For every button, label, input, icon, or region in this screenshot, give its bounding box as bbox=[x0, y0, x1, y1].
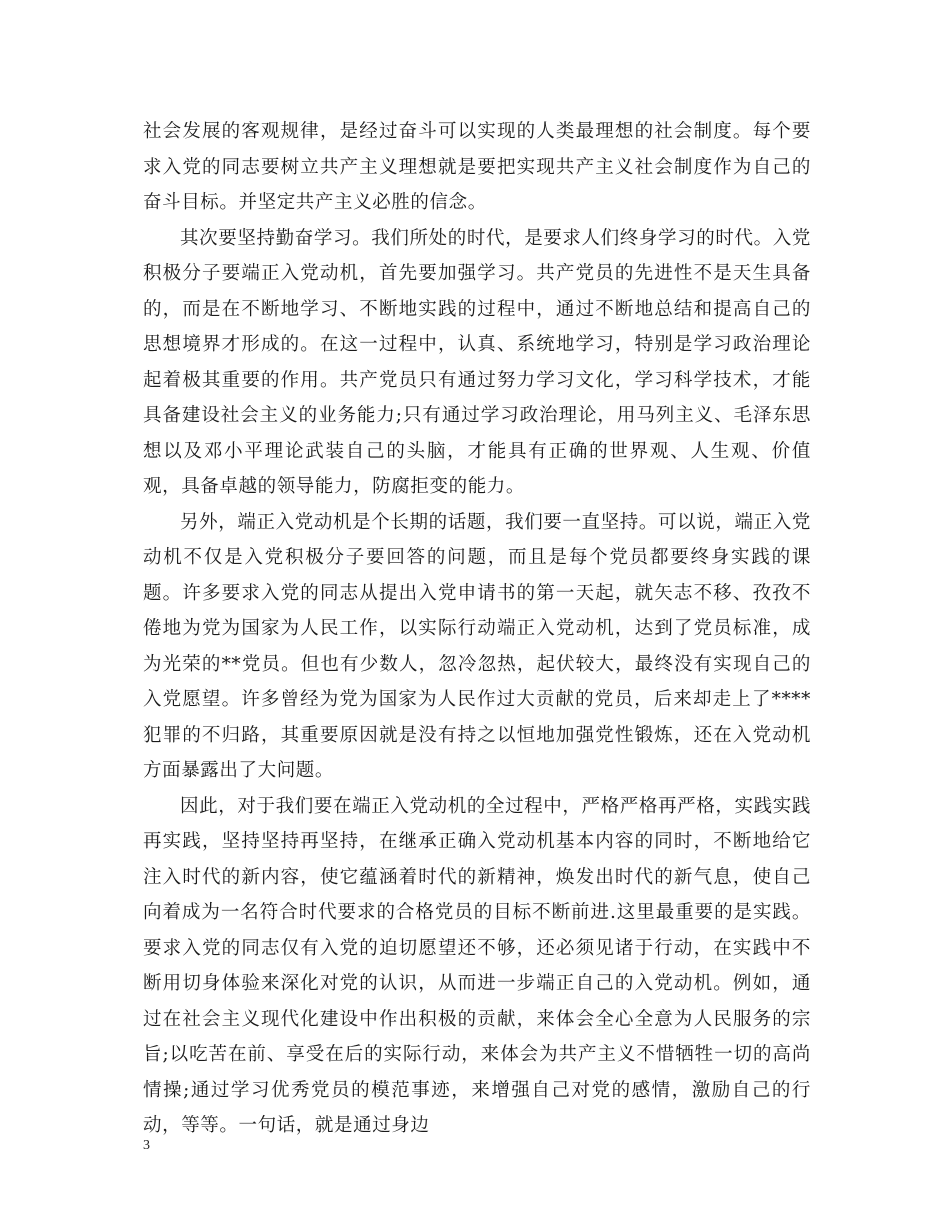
paragraph-3: 另外，端正入党动机是个长期的话题，我们要一直坚持。可以说，端正入党动机不仅是入党积极分子要回答的问题，而且是每个党员都要终身实践的课题。许多要求入党的同志从提出入党申请书的第一天起，就矢志不移、孜孜不倦地为党为国家为人民工作，以实际行动端正入党动机，达到了党员标准，成为光荣的**党员。但也有少数人，忽冷忽热，起伏较大，最终没有实现自己的入党愿望。许多曾经为党为国家为人民作过大贡献的党员，后来却走上了****犯罪的不归路，其重要原因就是没有持之以恒地加强党性锻炼，还在入党动机方面暴露出了大问题。 bbox=[143, 511, 811, 781]
document-body bbox=[143, 114, 811, 1144]
page-number: 3 bbox=[143, 1138, 150, 1153]
paragraph-4: 因此，对于我们要在端正入党动机的全过程中，严格严格再严格，实践实践再实践，坚持坚持再坚持，在继承正确入党动机基本内容的同时，不断地给它注入时代的新内容，使它蕴涵着时代的新精神，焕发出时代的新气息，使自己向着成为一名符合时代要求的合格党员的目标不断前进.这里最重要的是实践。要求入党的同志仅有入党的迫切愿望还不够，还必须见诸于行动，在实践中不断用切身体验来深化对党的认识，从而进一步端正自己的入党动机。例如，通过在社会主义现代化建设中作出积极的贡献，来体会全心全意为人民服务的宗旨;以吃苦在前、享受在后的实际行动，来体会为共产主义不惜牺牲一切的高尚情操;通过学习优秀党员的模范事迹，来增强自己对党的感情，激励自己的行动，等等。一句话，就是通过身边 bbox=[143, 795, 811, 1136]
paragraph-1: 社会发展的客观规律，是经过奋斗可以实现的人类最理想的社会制度。每个要求入党的同志要树立共产主义理想就是要把实现共产主义社会制度作为自己的奋斗目标。并坚定共产主义必胜的信念。 bbox=[143, 121, 811, 213]
paragraph-2: 其次要坚持勤奋学习。我们所处的时代，是要求人们终身学习的时代。入党积极分子要端正入党动机，首先要加强学习。共产党员的先进性不是天生具备的，而是在不断地学习、不断地实践的过程中，通过不断地总结和提高自己的思想境界才形成的。在这一过程中，认真、系统地学习，特别是学习政治理论起着极其重要的作用。共产党员只有通过努力学习文化，学习科学技术，才能具备建设社会主义的业务能力;只有通过学习政治理论，用马列主义、毛泽东思想以及邓小平理论武装自己的头脑，才能具有正确的世界观、人生观、价值观，具备卓越的领导能力，防腐拒变的能力。 bbox=[143, 227, 811, 497]
